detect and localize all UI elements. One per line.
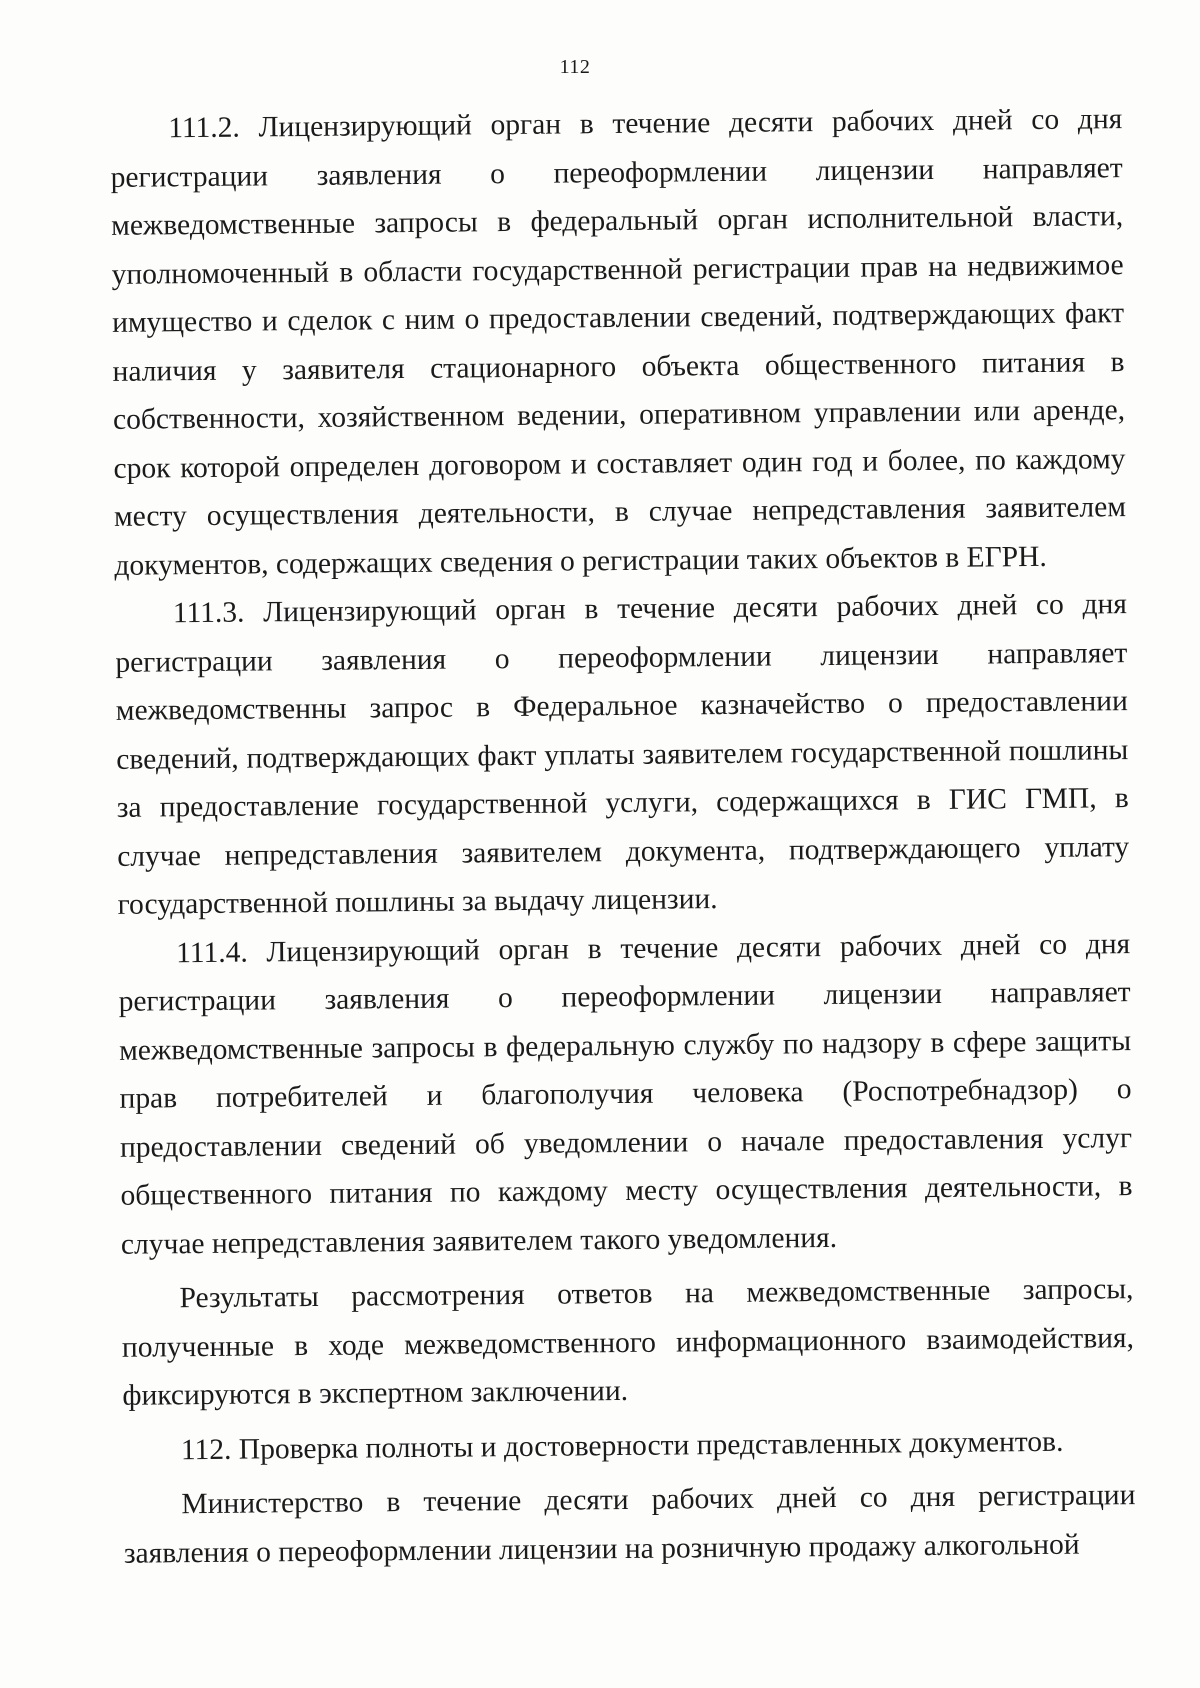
document-body — [110, 95, 1136, 1578]
paragraph-111-3: 111.3. Лицензирующий орган в течение десяти рабочих дней со дня регистрации заявления о переоформлении лицензии направляет межведомственны запрос в Федеральное казначейство о предоставлении сведений, подтверждающих факт уплаты заявителем государственной пошлины за предоставление государственной услуги, содержащихся в ГИС ГМП, в случае непредставления заявителем документа, подтверждающего уплату государственной пошлины за выдачу лицензии. — [115, 588, 1130, 921]
paragraph-112: 112. Проверка полноты и достоверности представленных документов. — [180, 1425, 1064, 1466]
paragraph-results: Результаты рассмотрения ответов на межведомственные запросы, полученные в ходе межведомственного информационного взаимодействия, фиксируются в экспертном заключении. — [121, 1273, 1135, 1412]
page-number: 112 — [559, 56, 591, 78]
paragraph-ministry: Министерство в течение десяти рабочих дней со дня регистрации заявления о переоформлении лицензии на розничную продажу алкогольной — [123, 1479, 1136, 1570]
paragraph-111-2: 111.2. Лицензирующий орган в течение десяти рабочих дней со дня регистрации заявления о переоформлении лицензии направляет межведомственные запросы в федеральный орган исполнительной власти, уполномоченный в области государственной регистрации прав на недвижимое имущество и сделок с ним о предоставлении сведений, подтверждающих факт наличия у заявителя стационарного объекта общественного питания в собственности, хозяйственном ведении, оперативном управлении или аренде, срок которой определен договором и составляет один год и более, по каждому месту осуществления деятельности, в случае непредставления заявителем документов, содержащих сведения о регистрации таких объектов в ЕГРН. — [110, 103, 1127, 582]
paragraph-111-4: 111.4. Лицензирующий орган в течение десяти рабочих дней со дня регистрации заявления о переоформлении лицензии направляет межведомственные запросы в федеральную службу по надзору в сфере защиты прав потребителей и благополучия человека (Роспотребнадзор) о предоставлении сведений об уведомлении о начале предоставления услуг общественного питания по каждому месту осуществления деятельности, в случае непредставления заявителем такого уведомления. — [118, 927, 1133, 1261]
